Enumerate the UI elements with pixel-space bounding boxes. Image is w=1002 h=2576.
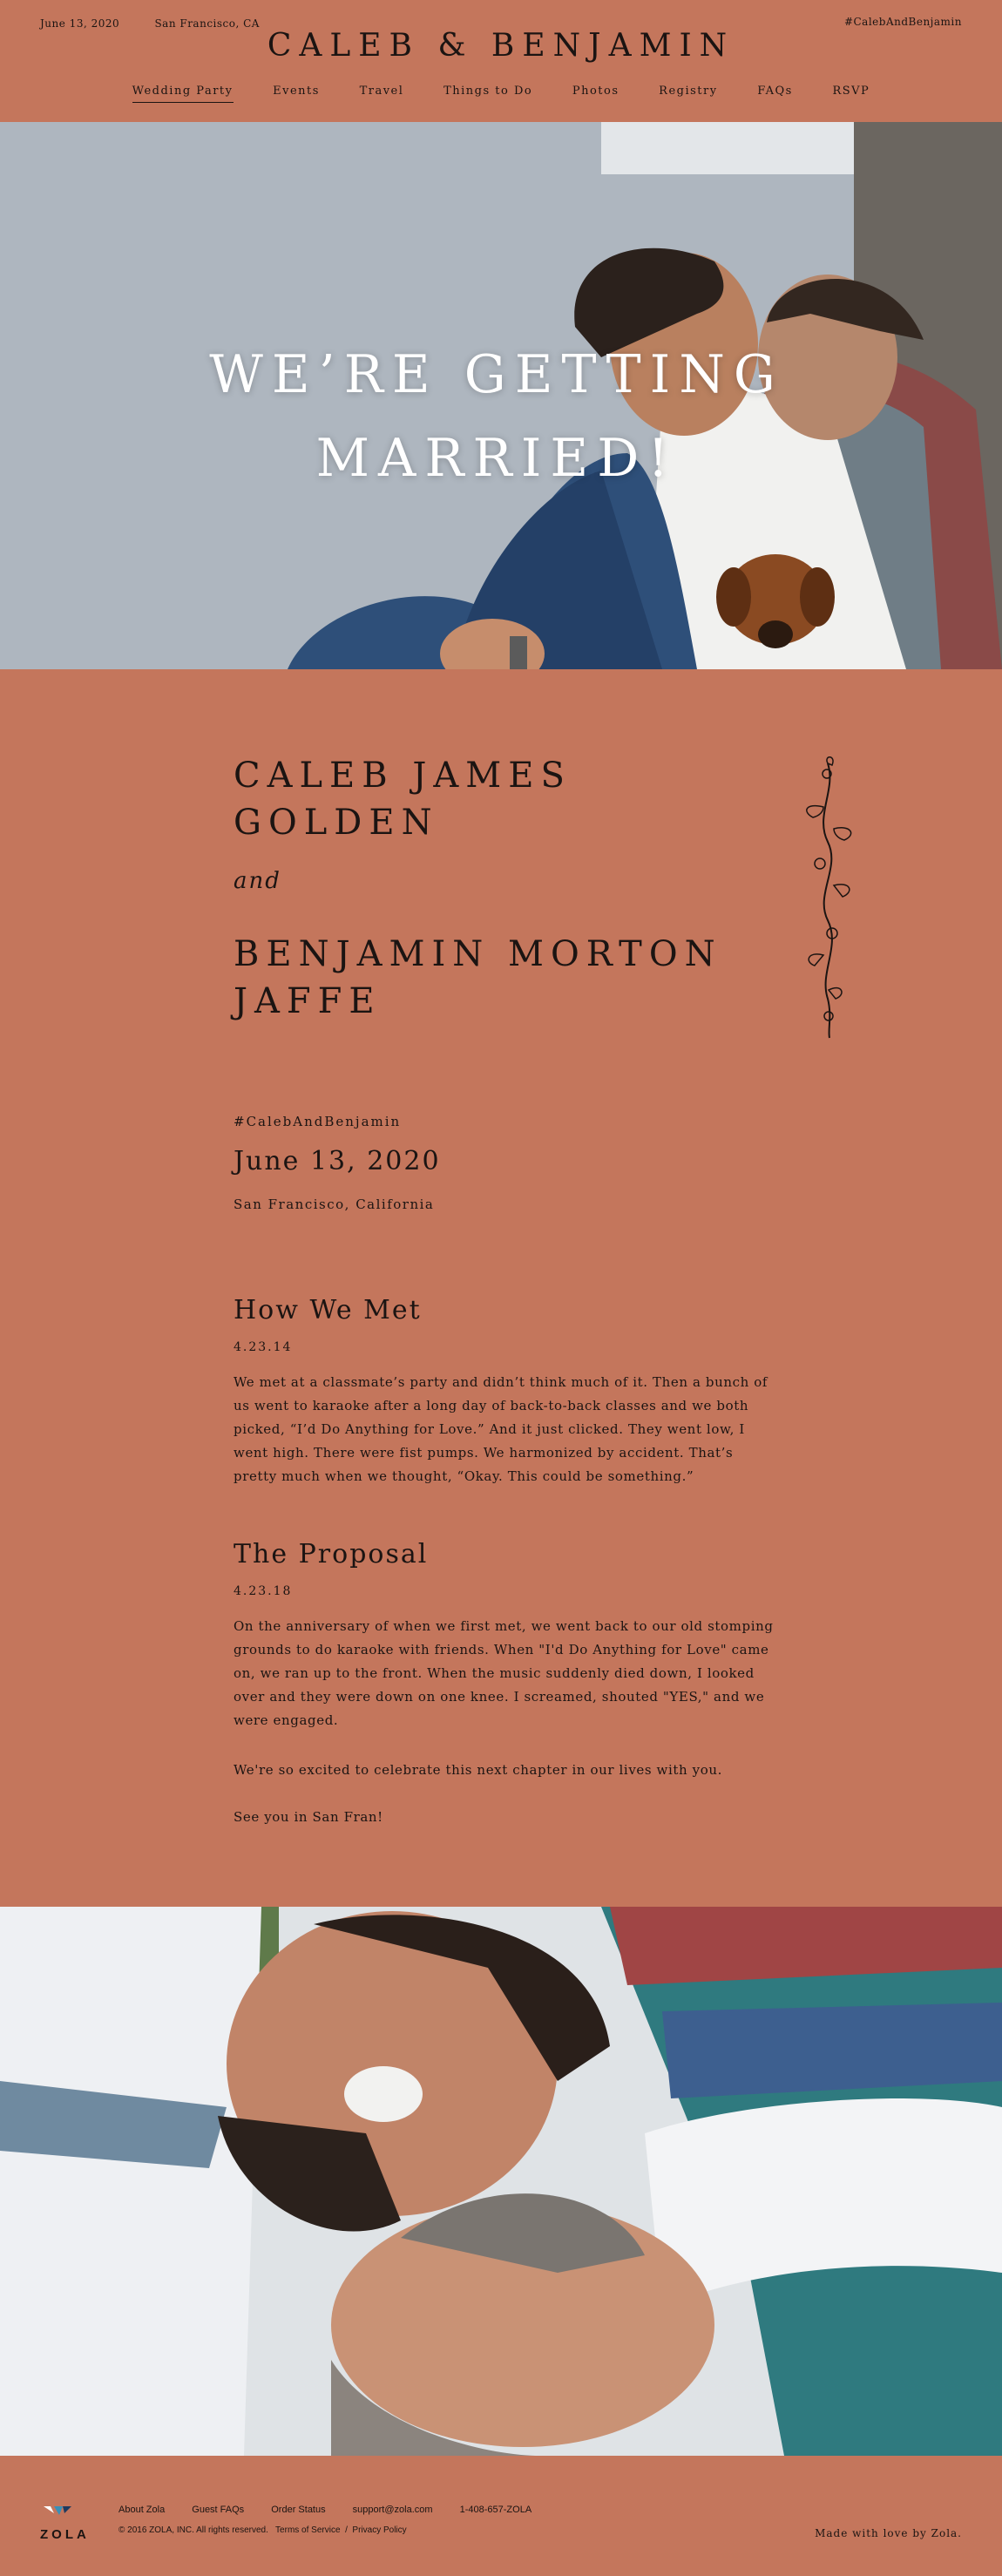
- site-title[interactable]: CALEB & BENJAMIN: [267, 28, 735, 64]
- hero-section: [0, 122, 1002, 669]
- proposal-paragraph-3: See you in San Fran!: [234, 1809, 383, 1825]
- partner-one-name-line2: GOLDEN: [234, 803, 439, 843]
- vine-floral-icon: [789, 755, 867, 1042]
- wedding-date: June 13, 2020: [234, 1146, 441, 1176]
- site-footer: [0, 2456, 1002, 2576]
- nav-wedding-party[interactable]: Wedding Party: [132, 85, 234, 103]
- hero-headline-line1: WE’RE GETTING: [209, 344, 784, 405]
- partner-two-name-line2: JAFFE: [234, 981, 382, 1021]
- header-date: June 13, 2020: [40, 17, 120, 30]
- nav-faqs[interactable]: FAQs: [757, 85, 793, 98]
- proposal-title: The Proposal: [234, 1539, 429, 1569]
- main-nav: [0, 85, 1002, 103]
- privacy-link[interactable]: Privacy Policy: [352, 2525, 407, 2535]
- nav-travel[interactable]: Travel: [359, 85, 404, 98]
- nav-events[interactable]: Events: [273, 85, 320, 98]
- nav-rsvp[interactable]: RSVP: [832, 85, 870, 98]
- footer-link-guest-faqs[interactable]: Guest FAQs: [192, 2505, 245, 2515]
- copyright: © 2016 ZOLA, INC. All rights reserved.: [118, 2525, 268, 2535]
- how-we-met-date: 4.23.14: [234, 1340, 293, 1354]
- story-section: [0, 669, 1002, 1907]
- hero-headline-line2: MARRIED!: [315, 428, 678, 489]
- made-with-love: Made with love by Zola.: [815, 2527, 962, 2539]
- site-header: [0, 0, 1002, 122]
- footer-link-about[interactable]: About Zola: [118, 2505, 166, 2515]
- nav-things-to-do[interactable]: Things to Do: [443, 85, 533, 98]
- how-we-met-body: We met at a classmate’s party and didn’t think much of it. Then a bunch of us went to karaoke after a long day of back-to-back classes and we both picked, “I’d Do Anything for Love.” And it just clicked. They went low, I went high. There were fist pumps. We harmonized by accident. That’s pretty much when we thought, “Okay. This could be something.”: [234, 1374, 768, 1484]
- header-hashtag: #CalebAndBenjamin: [843, 16, 962, 28]
- footer-link-phone[interactable]: 1-408-657-ZOLA: [459, 2505, 532, 2515]
- partner-one-name-line1: CALEB JAMES: [234, 756, 572, 796]
- hero-headline: [122, 333, 871, 500]
- and-script: and: [234, 868, 281, 894]
- nav-registry[interactable]: Registry: [659, 85, 718, 98]
- terms-link[interactable]: Terms of Service: [275, 2525, 341, 2535]
- couple-photo: [0, 1907, 1002, 2456]
- partner-two-name-line1: BENJAMIN MORTON: [234, 934, 722, 974]
- footer-legal: [118, 2525, 407, 2535]
- partner-one-name: [234, 752, 572, 846]
- header-location: San Francisco, CA: [154, 17, 260, 30]
- footer-link-support-email[interactable]: support@zola.com: [352, 2505, 433, 2515]
- zola-logo-icon[interactable]: [38, 2503, 77, 2522]
- couple-photo-section: [0, 1907, 1002, 2456]
- proposal-body: On the anniversary of when we first met, we went back to our old stomping grounds to do karaoke with friends. When "I'd Do Anything for Love" came on, we ran up to the front. When the music suddenly died down, I looked over and they were down on one knee. I screamed, shouted "YES," and we were engaged.: [234, 1618, 774, 1728]
- wedding-hashtag: #CalebAndBenjamin: [234, 1114, 402, 1129]
- zola-brand[interactable]: ZOLA: [40, 2527, 90, 2542]
- footer-link-order-status[interactable]: Order Status: [271, 2505, 326, 2515]
- nav-photos[interactable]: Photos: [572, 85, 619, 98]
- proposal-date: 4.23.18: [234, 1584, 293, 1598]
- partner-two-name: [234, 931, 722, 1025]
- footer-links: [118, 2505, 556, 2515]
- legal-separator: /: [345, 2525, 348, 2535]
- how-we-met-title: How We Met: [234, 1295, 422, 1325]
- proposal-paragraph-2: We're so excited to celebrate this next chapter in our lives with you.: [234, 1762, 722, 1778]
- wedding-location: San Francisco, California: [234, 1196, 435, 1212]
